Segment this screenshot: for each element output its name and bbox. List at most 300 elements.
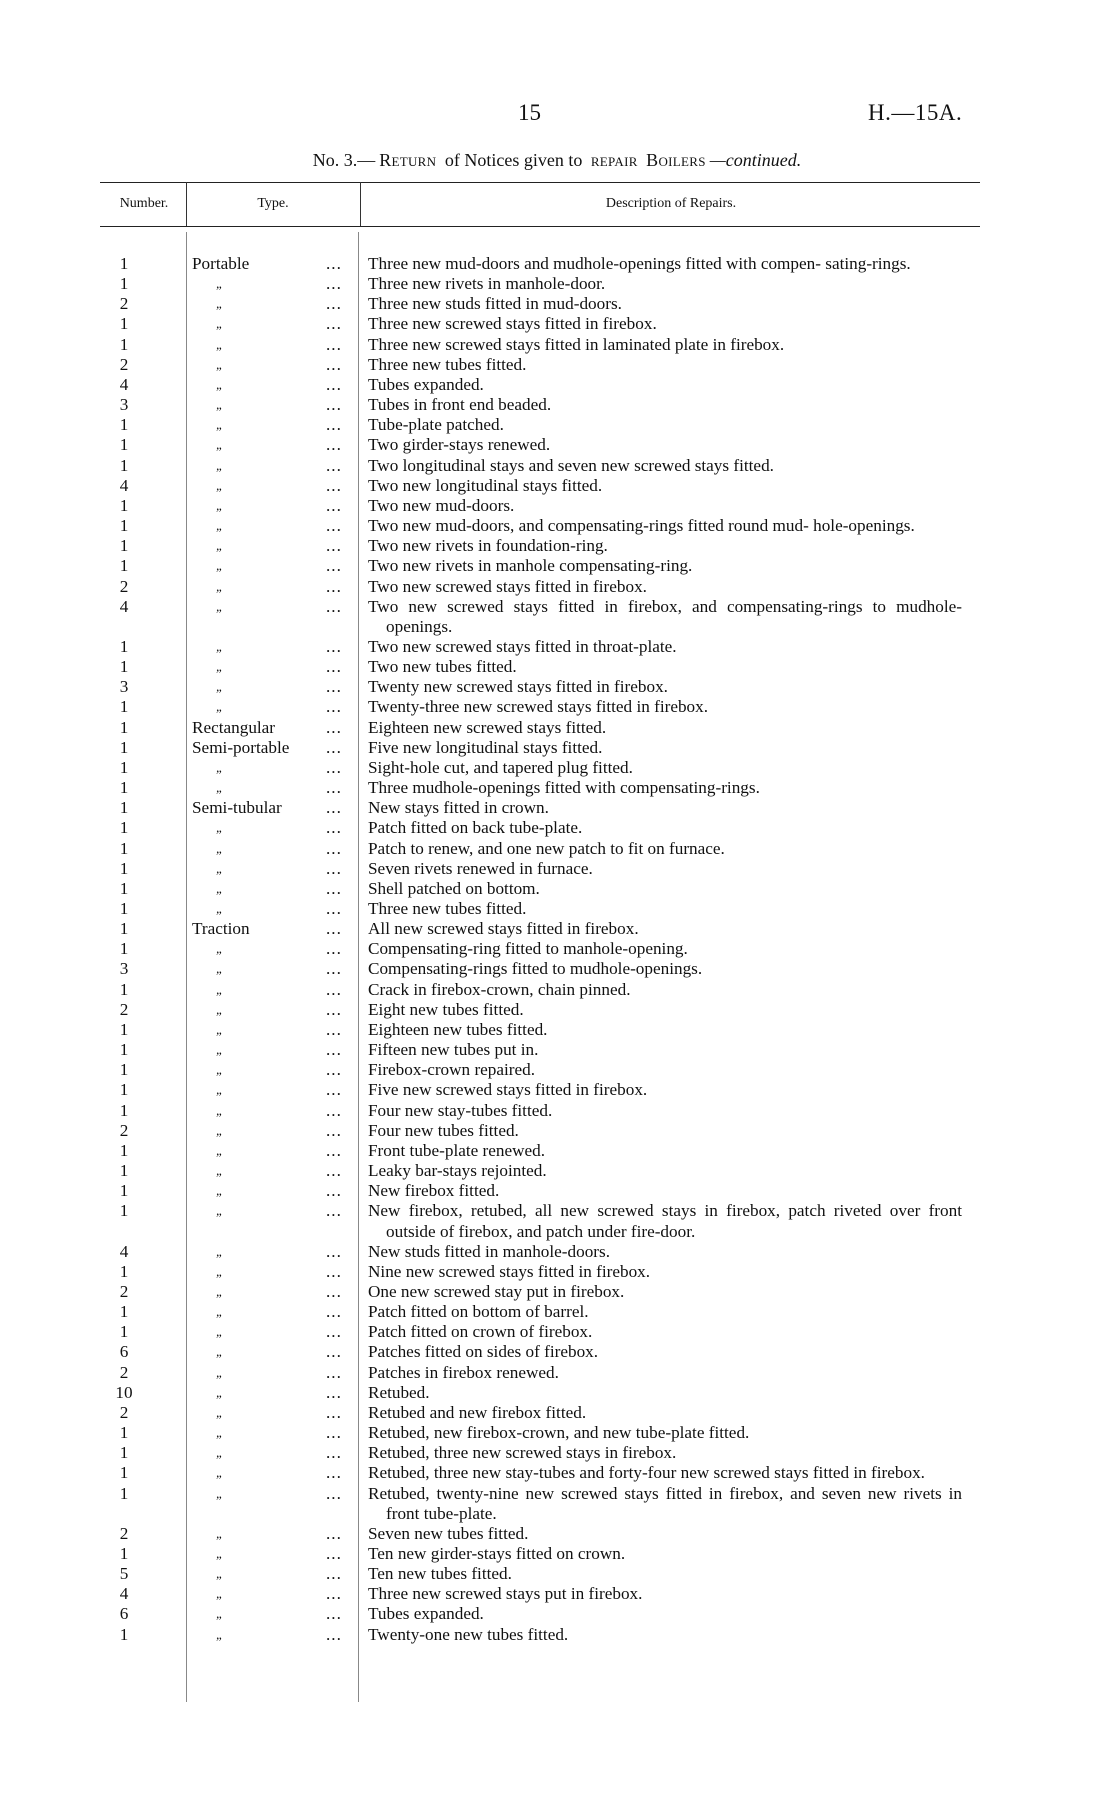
table-row <box>100 637 980 657</box>
table-row <box>100 1604 980 1624</box>
table-row <box>100 375 980 395</box>
row-type-ditto: „ <box>216 679 224 695</box>
leader-dots: ... <box>326 636 342 656</box>
table-row <box>100 1060 980 1080</box>
row-description: Patch fitted on bottom of barrel. <box>368 1302 589 1322</box>
row-type-ditto: „ <box>216 1142 224 1158</box>
row-description: Five new longitudinal stays fitted. <box>368 737 603 757</box>
row-description: New studs fitted in manhole-doors. <box>368 1241 611 1261</box>
table-row <box>100 1524 980 1544</box>
row-number: 1 <box>119 1302 129 1322</box>
row-number: 1 <box>119 495 129 515</box>
row-description: Four new tubes fitted. <box>368 1120 519 1140</box>
row-number: 1 <box>119 1201 129 1221</box>
leader-dots: ... <box>326 757 342 777</box>
row-type-ditto: „ <box>216 1163 224 1179</box>
table-row <box>100 919 980 939</box>
row-number: 1 <box>119 314 129 334</box>
row-type-ditto: „ <box>216 538 224 554</box>
leader-dots: ... <box>326 1463 342 1483</box>
row-number: 1 <box>119 1544 129 1563</box>
leader-dots: ... <box>326 1544 342 1563</box>
row-description: Seven new tubes fitted. <box>368 1523 529 1543</box>
row-description: Three new screwed stays fitted in laminated plate in firebox. <box>368 334 785 354</box>
row-description: Patch fitted on back tube-plate. <box>368 818 583 838</box>
leader-dots: ... <box>326 1060 342 1080</box>
row-number: 10 <box>115 1382 133 1402</box>
table-row <box>100 697 980 717</box>
header-divider <box>360 182 361 226</box>
row-type-ditto: „ <box>216 1626 224 1642</box>
row-number: 1 <box>119 798 129 818</box>
table-row <box>100 1242 980 1262</box>
row-number: 1 <box>119 818 129 838</box>
leader-dots: ... <box>326 1140 342 1160</box>
row-number: 1 <box>119 516 129 536</box>
row-description: Two new screwed stays fitted in throat-plate. <box>368 636 677 656</box>
table-row <box>100 1423 980 1443</box>
leader-dots: ... <box>326 1382 342 1402</box>
row-type-ditto: „ <box>216 1102 224 1118</box>
leader-dots: ... <box>326 1019 342 1039</box>
table-row <box>100 1020 980 1040</box>
leader-dots: ... <box>326 1584 342 1604</box>
row-description: Patches in firebox renewed. <box>368 1362 559 1382</box>
row-number: 2 <box>119 1402 129 1422</box>
leader-dots: ... <box>326 959 342 979</box>
table-row <box>100 1625 980 1645</box>
leader-dots: ... <box>326 1201 342 1221</box>
row-type-ditto: „ <box>216 1425 224 1441</box>
row-number: 2 <box>119 1120 129 1140</box>
row-type-ditto: „ <box>216 941 224 957</box>
leader-dots: ... <box>326 979 342 999</box>
row-number: 1 <box>119 919 129 939</box>
table-row <box>100 899 980 919</box>
row-number: 1 <box>119 435 129 455</box>
table-row <box>100 395 980 415</box>
title-continued: —continued. <box>709 150 802 170</box>
row-number: 1 <box>119 899 129 918</box>
row-description: Retubed, three new stay-tubes and forty-four new screwed stays fitted in firebox. <box>368 1463 925 1483</box>
row-number: 1 <box>119 556 129 576</box>
row-type-ditto: „ <box>216 457 224 473</box>
page-number: 15 <box>518 100 541 125</box>
table-row <box>100 879 980 899</box>
row-type-ditto: „ <box>216 296 224 312</box>
leader-dots: ... <box>326 314 342 334</box>
table-row <box>100 1484 980 1524</box>
leader-dots: ... <box>326 1100 342 1120</box>
row-number: 2 <box>119 1362 129 1382</box>
row-number: 1 <box>119 274 129 294</box>
row-number: 1 <box>119 1019 129 1039</box>
row-description: All new screwed stays fitted in firebox. <box>368 919 639 939</box>
table-row <box>100 536 980 556</box>
table-row <box>100 1363 980 1383</box>
row-type-ditto: „ <box>216 1485 224 1501</box>
table-row <box>100 1564 980 1584</box>
leader-dots: ... <box>326 778 342 798</box>
row-description: Three new rivets in manhole-door. <box>368 274 606 294</box>
row-number: 1 <box>119 1181 129 1201</box>
row-description: Three new studs fitted in mud-doors. <box>368 294 622 314</box>
leader-dots: ... <box>326 475 342 495</box>
leader-dots: ... <box>326 1322 342 1342</box>
table-row <box>100 1584 980 1604</box>
row-type-ditto: „ <box>216 981 224 997</box>
row-type-ditto: „ <box>216 880 224 896</box>
leader-dots: ... <box>326 374 342 394</box>
row-description: Five new screwed stays fitted in firebox. <box>368 1080 648 1100</box>
row-type-ditto: „ <box>216 1283 224 1299</box>
row-number: 1 <box>119 1140 129 1160</box>
row-number: 1 <box>119 334 129 354</box>
row-number: 1 <box>119 1624 129 1644</box>
row-number: 4 <box>119 1584 129 1604</box>
row-type-ditto: „ <box>216 1183 224 1199</box>
leader-dots: ... <box>326 1241 342 1261</box>
leader-dots: ... <box>326 294 342 314</box>
row-type-ditto: „ <box>216 1384 224 1400</box>
column-header-type: Type. <box>257 196 289 211</box>
leader-dots: ... <box>326 657 342 677</box>
table-row <box>100 839 980 859</box>
row-number: 3 <box>119 395 129 415</box>
row-description: Three new screwed stays fitted in firebox. <box>368 314 657 334</box>
row-number: 1 <box>119 657 129 677</box>
row-type-ditto: „ <box>216 1263 224 1279</box>
row-number: 2 <box>119 1523 129 1543</box>
row-number: 2 <box>119 354 129 374</box>
table-row <box>100 435 980 455</box>
row-description: Two new tubes fitted. <box>368 657 517 677</box>
row-description: Nine new screwed stays fitted in firebox. <box>368 1261 651 1281</box>
row-type-ditto: „ <box>216 558 224 574</box>
title-boilers: Boilers <box>646 150 706 170</box>
leader-dots: ... <box>326 1443 342 1463</box>
leader-dots: ... <box>326 697 342 717</box>
leader-dots: ... <box>326 415 342 435</box>
row-number: 1 <box>119 757 129 777</box>
table-row <box>100 335 980 355</box>
row-description: Crack in firebox-crown, chain pinned. <box>368 979 631 999</box>
table-row <box>100 1342 980 1362</box>
row-type-ditto: „ <box>216 759 224 775</box>
row-description: Tube-plate patched. <box>368 415 504 435</box>
table-row <box>100 1141 980 1161</box>
leader-dots: ... <box>326 1120 342 1140</box>
row-type-ditto: „ <box>216 1001 224 1017</box>
row-number: 1 <box>119 939 129 959</box>
table-row <box>100 1383 980 1403</box>
row-type-ditto: „ <box>216 1304 224 1320</box>
row-number: 4 <box>119 1241 129 1261</box>
row-type-ditto: „ <box>216 840 224 856</box>
row-type-ditto: „ <box>216 598 224 614</box>
row-type-ditto: „ <box>216 497 224 513</box>
row-number: 1 <box>119 1483 129 1503</box>
row-description: Leaky bar-stays rejointed. <box>368 1161 547 1181</box>
row-description: Seven rivets renewed in furnace. <box>368 858 593 878</box>
table-row <box>100 1161 980 1181</box>
row-type-ditto: „ <box>216 1021 224 1037</box>
row-type-ditto: „ <box>216 276 224 292</box>
row-description: Three mudhole-openings fitted with compensating-rings. <box>368 778 760 798</box>
row-type-ditto: „ <box>216 578 224 594</box>
document-reference: H.—15A. <box>868 100 963 125</box>
leader-dots: ... <box>326 1402 342 1422</box>
row-type-ditto: „ <box>216 1062 224 1078</box>
row-number: 2 <box>119 999 129 1019</box>
table-row <box>100 1322 980 1342</box>
row-type-ditto: „ <box>216 659 224 675</box>
leader-dots: ... <box>326 1161 342 1181</box>
leader-dots: ... <box>326 455 342 475</box>
row-type-ditto: „ <box>216 336 224 352</box>
table-title <box>0 150 1114 171</box>
row-description: Retubed and new firebox fitted. <box>368 1402 587 1422</box>
row-type-ditto: „ <box>216 1525 224 1541</box>
table-row <box>100 294 980 314</box>
row-description: Front tube-plate renewed. <box>368 1140 546 1160</box>
row-number: 1 <box>119 1060 129 1080</box>
row-description: New firebox, retubed, all new screwed stays in firebox, patch riveted over front outside of firebox, and patch under fire-door. <box>368 1201 962 1241</box>
row-type-ditto: „ <box>216 1566 224 1582</box>
leader-dots: ... <box>326 1181 342 1201</box>
row-number: 1 <box>119 636 129 656</box>
table-row <box>100 1282 980 1302</box>
row-type-ditto: „ <box>216 437 224 453</box>
row-type-ditto: „ <box>216 1042 224 1058</box>
column-header-number: Number. <box>119 196 169 211</box>
row-description: Two new rivets in manhole compensating-ring. <box>368 556 693 576</box>
row-number: 1 <box>119 1040 129 1060</box>
row-description: Retubed. <box>368 1382 430 1402</box>
row-type-ditto: „ <box>216 1606 224 1622</box>
table-row <box>100 1040 980 1060</box>
row-number: 1 <box>119 254 129 273</box>
leader-dots: ... <box>326 838 342 858</box>
table-row <box>100 597 980 637</box>
row-number: 1 <box>119 1080 129 1100</box>
row-number: 4 <box>119 475 129 495</box>
row-description: Eighteen new tubes fitted. <box>368 1019 548 1039</box>
row-type: Traction <box>192 919 250 939</box>
leader-dots: ... <box>326 1564 342 1584</box>
leader-dots: ... <box>326 354 342 374</box>
leader-dots: ... <box>326 858 342 878</box>
leader-dots: ... <box>326 939 342 959</box>
row-number: 2 <box>119 1281 129 1301</box>
row-description: Ten new tubes fitted. <box>368 1564 512 1584</box>
leader-dots: ... <box>326 596 342 616</box>
leader-dots: ... <box>326 576 342 596</box>
leader-dots: ... <box>326 878 342 898</box>
row-number: 1 <box>119 1161 129 1181</box>
row-number: 4 <box>119 374 129 394</box>
row-description: Tubes expanded. <box>368 1604 484 1624</box>
table-row <box>100 496 980 516</box>
row-description: Firebox-crown repaired. <box>368 1060 536 1080</box>
row-type-ditto: „ <box>216 397 224 413</box>
table-body <box>100 254 980 1645</box>
title-number: No. 3.— <box>312 150 376 170</box>
row-number: 1 <box>119 1322 129 1342</box>
header-bottom-rule <box>100 226 980 227</box>
table-row <box>100 718 980 738</box>
table-row <box>100 980 980 1000</box>
row-number: 6 <box>119 1342 129 1362</box>
table-row <box>100 859 980 879</box>
table-row <box>100 1302 980 1322</box>
table-row <box>100 939 980 959</box>
row-number: 1 <box>119 878 129 898</box>
table-row <box>100 798 980 818</box>
leader-dots: ... <box>326 1423 342 1443</box>
row-number: 1 <box>119 697 129 717</box>
leader-dots: ... <box>326 1080 342 1100</box>
row-description: Three new mud-doors and mudhole-openings fitted with compen- sating-rings. <box>368 254 911 273</box>
leader-dots: ... <box>326 899 342 918</box>
table-row <box>100 415 980 435</box>
table-row <box>100 476 980 496</box>
row-number: 1 <box>119 778 129 798</box>
table-row <box>100 314 980 334</box>
row-type-ditto: „ <box>216 477 224 493</box>
page-header <box>0 100 1114 140</box>
table-row <box>100 778 980 798</box>
leader-dots: ... <box>326 1483 342 1503</box>
row-description: Shell patched on bottom. <box>368 878 540 898</box>
row-number: 1 <box>119 1423 129 1443</box>
leader-dots: ... <box>326 818 342 838</box>
row-type-ditto: „ <box>216 356 224 372</box>
row-type-ditto: „ <box>216 1082 224 1098</box>
row-description: Twenty-one new tubes fitted. <box>368 1624 569 1644</box>
leader-dots: ... <box>326 334 342 354</box>
row-type-ditto: „ <box>216 699 224 715</box>
row-number: 2 <box>119 576 129 596</box>
table-row <box>100 1121 980 1141</box>
row-number: 1 <box>119 455 129 475</box>
title-return: Return <box>379 150 437 170</box>
leader-dots: ... <box>326 1523 342 1543</box>
row-type-ditto: „ <box>216 1445 224 1461</box>
row-description: Two girder-stays renewed. <box>368 435 551 455</box>
leader-dots: ... <box>326 798 342 818</box>
row-type: Portable <box>192 254 250 273</box>
row-type-ditto: „ <box>216 1344 224 1360</box>
table-row <box>100 959 980 979</box>
leader-dots: ... <box>326 556 342 576</box>
row-number: 1 <box>119 737 129 757</box>
row-type-ditto: „ <box>216 417 224 433</box>
row-description: Two new longitudinal stays fitted. <box>368 475 603 495</box>
row-number: 1 <box>119 1443 129 1463</box>
row-description: Twenty-three new screwed stays fitted in firebox. <box>368 697 709 717</box>
row-type-ditto: „ <box>216 1404 224 1420</box>
row-number: 3 <box>119 677 129 697</box>
row-type-ditto: „ <box>216 1243 224 1259</box>
table-row <box>100 1101 980 1121</box>
row-type-ditto: „ <box>216 1586 224 1602</box>
header-divider <box>186 182 187 226</box>
row-number: 1 <box>119 1463 129 1483</box>
row-description: Compensating-ring fitted to manhole-opening. <box>368 939 688 959</box>
row-description: Three new tubes fitted. <box>368 899 527 918</box>
row-description: Two longitudinal stays and seven new screwed stays fitted. <box>368 455 774 475</box>
leader-dots: ... <box>326 1281 342 1301</box>
table-row <box>100 1544 980 1564</box>
row-type-ditto: „ <box>216 1465 224 1481</box>
leader-dots: ... <box>326 1342 342 1362</box>
table-row <box>100 1463 980 1483</box>
leader-dots: ... <box>326 274 342 294</box>
row-type-ditto: „ <box>216 901 224 916</box>
row-number: 6 <box>119 1604 129 1624</box>
row-type: Semi-tubular <box>192 798 282 818</box>
row-description: Three new screwed stays put in firebox. <box>368 1584 643 1604</box>
row-type-ditto: „ <box>216 1364 224 1380</box>
row-number: 1 <box>119 415 129 435</box>
table-row <box>100 818 980 838</box>
row-description: Eighteen new screwed stays fitted. <box>368 717 607 737</box>
table-row <box>100 738 980 758</box>
row-description: Retubed, twenty-nine new screwed stays fitted in firebox, and seven new rivets in front tube-plate. <box>368 1483 962 1523</box>
leader-dots: ... <box>326 717 342 737</box>
row-type-ditto: „ <box>216 518 224 534</box>
row-description: Sight-hole cut, and tapered plug fitted. <box>368 757 633 777</box>
row-description: Two new screwed stays fitted in firebox. <box>368 576 647 596</box>
row-type: Semi-portable <box>192 737 290 757</box>
table-row <box>100 1080 980 1100</box>
row-description: Four new stay-tubes fitted. <box>368 1100 553 1120</box>
table-row <box>100 1000 980 1020</box>
row-type-ditto: „ <box>216 860 224 876</box>
row-description: Two new rivets in foundation-ring. <box>368 536 608 556</box>
row-description: Fifteen new tubes put in. <box>368 1040 539 1060</box>
table-row <box>100 1201 980 1241</box>
row-number: 1 <box>119 717 129 737</box>
leader-dots: ... <box>326 435 342 455</box>
table-row <box>100 758 980 778</box>
row-type-ditto: „ <box>216 316 224 332</box>
row-type-ditto: „ <box>216 638 224 654</box>
row-number: 1 <box>119 858 129 878</box>
leader-dots: ... <box>326 1261 342 1281</box>
row-description: Twenty new screwed stays fitted in firebox. <box>368 677 668 697</box>
row-description: New firebox fitted. <box>368 1181 500 1201</box>
row-description: Retubed, three new screwed stays in firebox. <box>368 1443 677 1463</box>
row-type-ditto: „ <box>216 961 224 977</box>
table-row <box>100 1443 980 1463</box>
table-row <box>100 456 980 476</box>
table-row <box>100 556 980 576</box>
row-type-ditto: „ <box>216 820 224 836</box>
table-row <box>100 516 980 536</box>
leader-dots: ... <box>326 677 342 697</box>
table-row <box>100 274 980 294</box>
row-type-ditto: „ <box>216 1122 224 1138</box>
row-number: 1 <box>119 1100 129 1120</box>
row-description: Two new mud-doors, and compensating-rings fitted round mud- hole-openings. <box>368 516 915 536</box>
table-row <box>100 254 980 274</box>
leader-dots: ... <box>326 999 342 1019</box>
leader-dots: ... <box>326 1604 342 1624</box>
row-type-ditto: „ <box>216 1203 224 1219</box>
title-repair: repair <box>590 150 638 170</box>
